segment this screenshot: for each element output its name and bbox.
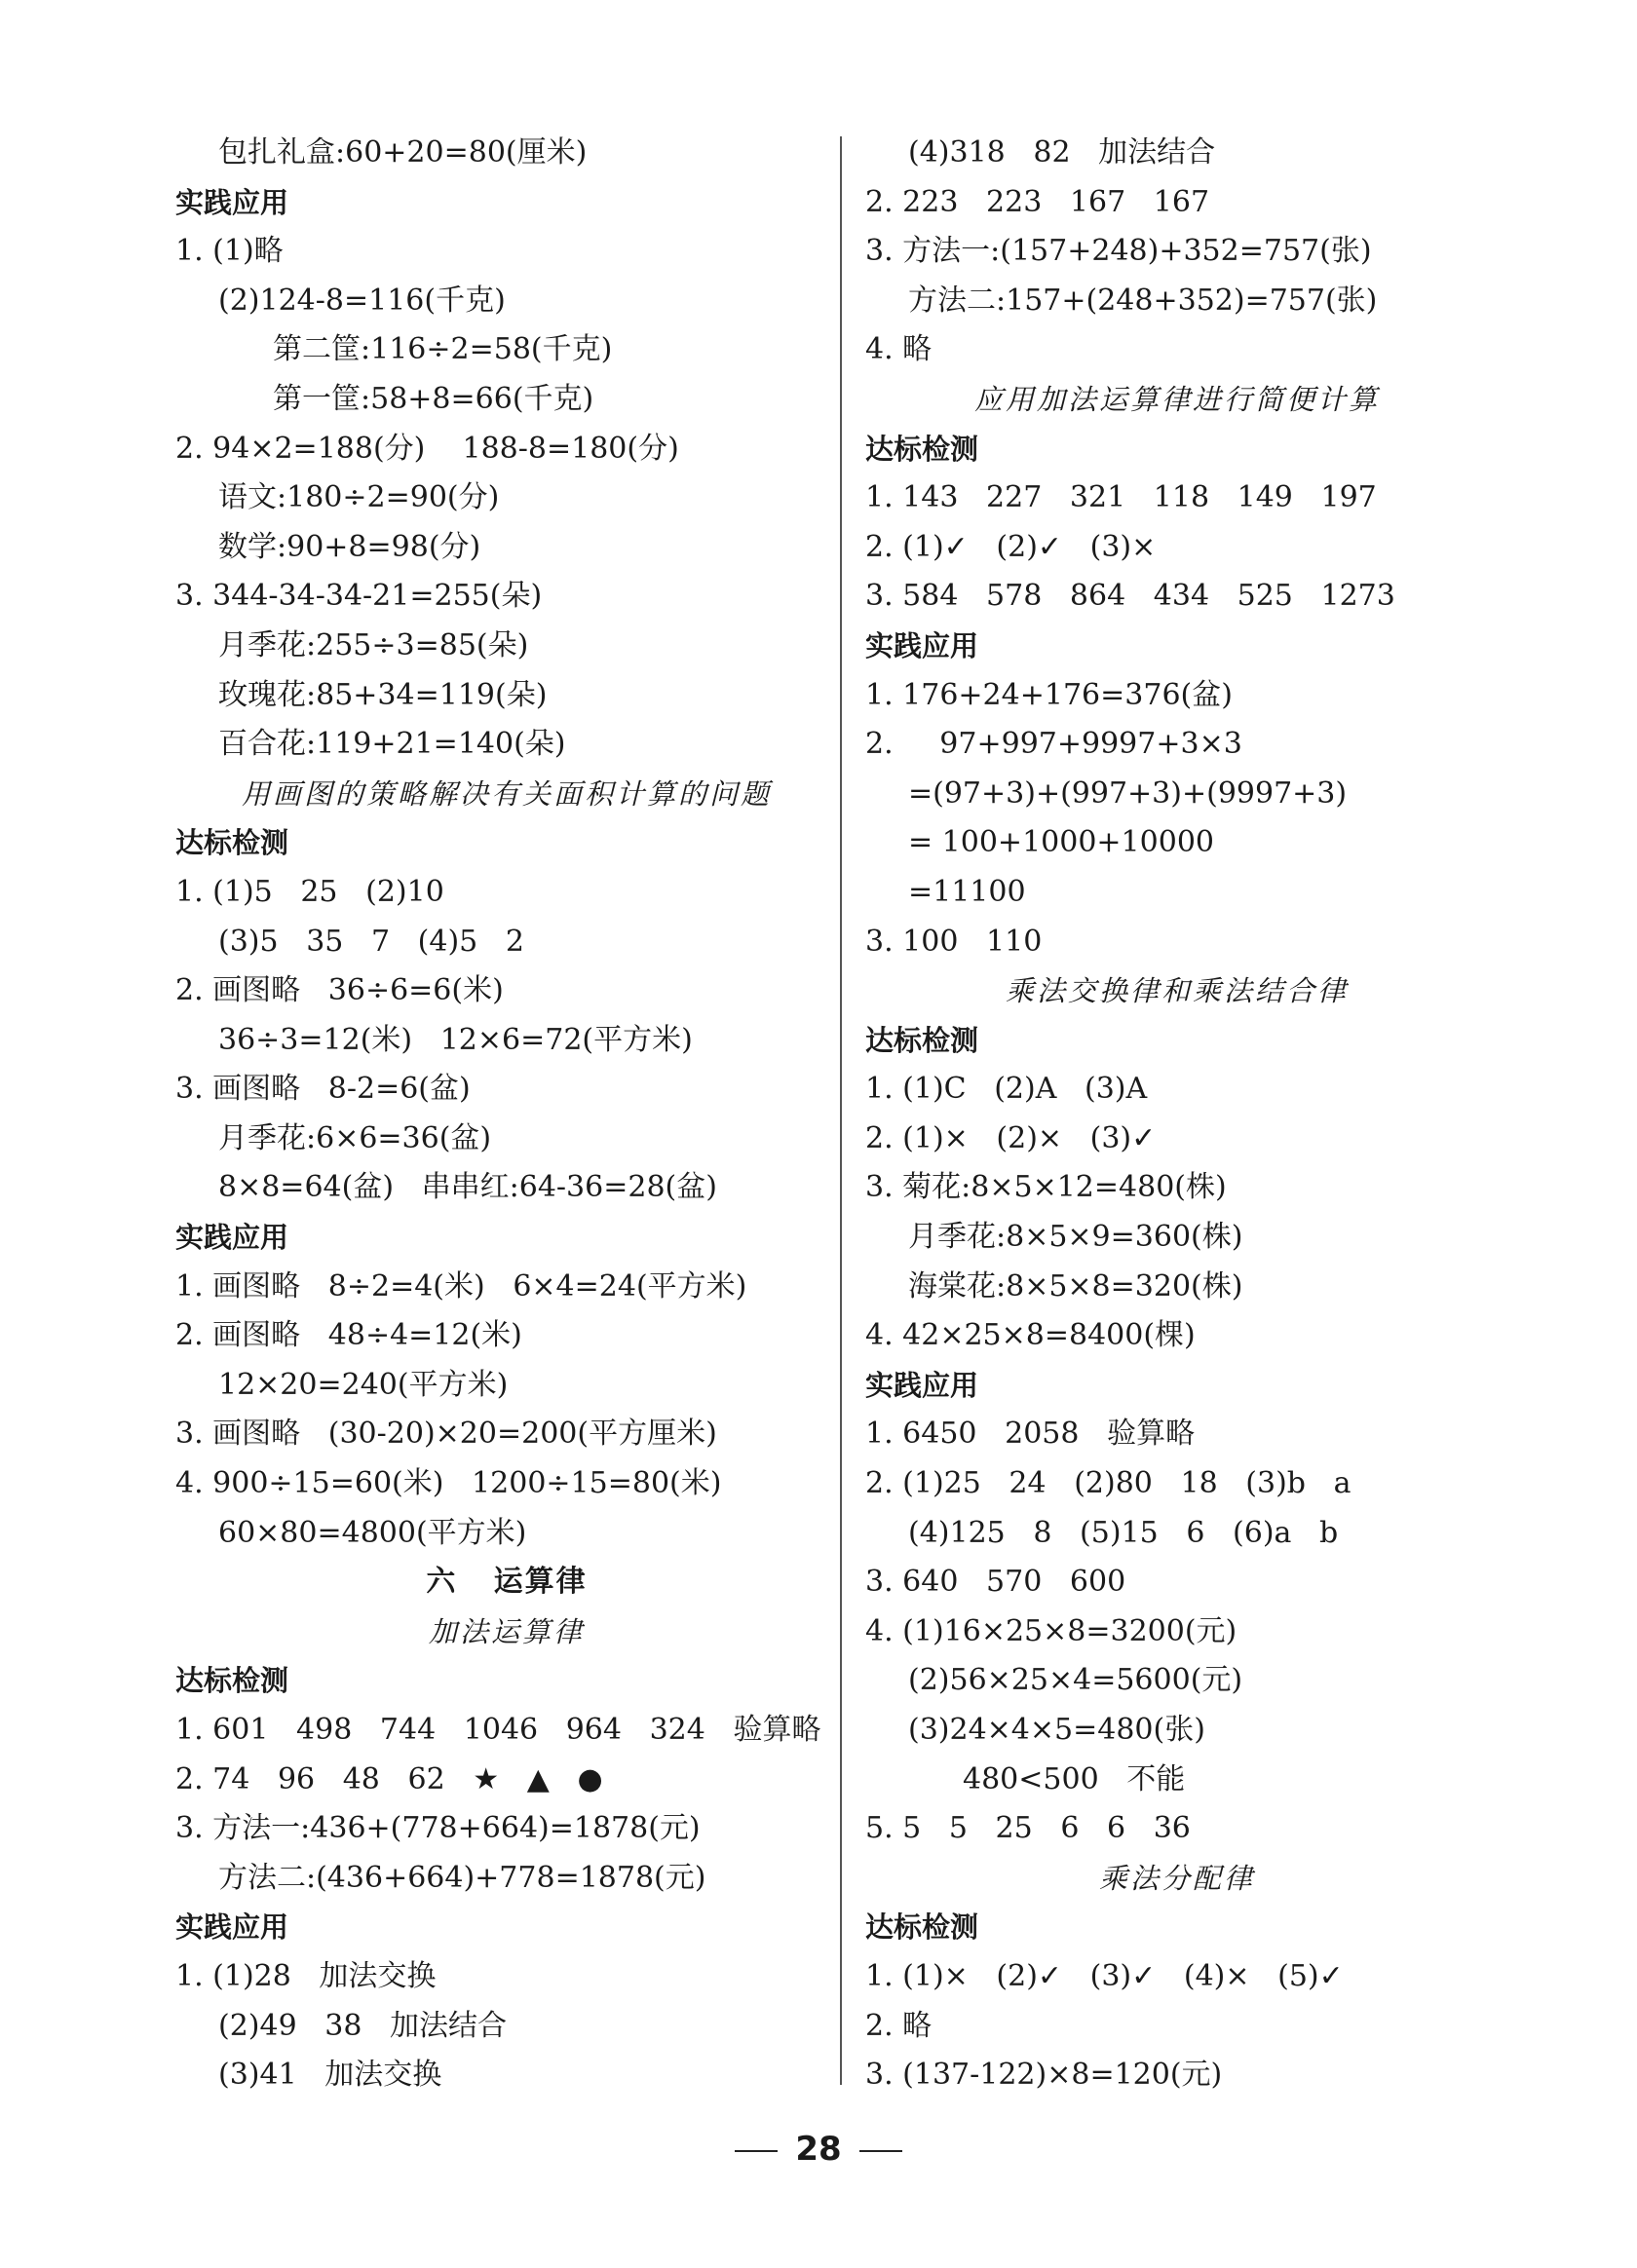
answer-line: 1. (1)略	[175, 234, 284, 269]
answer-line: (3)5 35 7 (4)5 2	[218, 924, 524, 959]
answer-line: 60×80=4800(平方米)	[218, 1515, 527, 1550]
answer-line: (2)49 38 加法结合	[218, 2008, 508, 2043]
answer-line: = 100+1000+10000	[908, 825, 1214, 860]
answer-line: 3. 640 570 600	[865, 1565, 1126, 1600]
answer-line: (4)318 82 加法结合	[908, 135, 1216, 170]
answer-line: 3. (137-122)×8=120(元)	[865, 2058, 1223, 2093]
left-column	[175, 129, 838, 2100]
answer-line: 4. (1)16×25×8=3200(元)	[865, 1613, 1237, 1648]
answer-line: 1. 6450 2058 验算略	[865, 1417, 1196, 1452]
right-column	[865, 129, 1489, 2100]
answer-line: 2. 223 223 167 167	[865, 184, 1210, 219]
answer-line: 1. 176+24+176=376(盆)	[865, 677, 1233, 712]
section-heading: 实践应用	[175, 185, 289, 219]
page-number: 28	[795, 2130, 842, 2169]
answer-line: 2. (1)✓ (2)✓ (3)×	[865, 529, 1157, 564]
topic-title: 乘法分配律	[1098, 1861, 1255, 1895]
answer-line: =11100	[908, 874, 1026, 909]
section-heading: 实践应用	[865, 628, 979, 662]
answer-line: 月季花:6×6=36(盆)	[218, 1120, 492, 1155]
answer-line: 玫瑰花:85+34=119(朵)	[218, 677, 548, 712]
answer-line: 4. 略	[865, 332, 933, 367]
answer-line: 2. (1)× (2)× (3)✓	[865, 1120, 1157, 1155]
answer-line: 5. 5 5 25 6 6 36	[865, 1811, 1191, 1846]
section-heading: 达标检测	[865, 1023, 979, 1057]
topic-title: 加法运算律	[428, 1614, 585, 1648]
answer-line: 3. 方法一:436+(778+664)=1878(元)	[175, 1811, 701, 1846]
answer-line: 3. 画图略 (30-20)×20=200(平方厘米)	[175, 1417, 717, 1452]
answer-line: 包扎礼盒:60+20=80(厘米)	[218, 135, 588, 170]
answer-line: 数学:90+8=98(分)	[218, 529, 481, 564]
answer-line: 第一筐:58+8=66(千克)	[273, 381, 594, 416]
answer-line: 1. 143 227 321 118 149 197	[865, 480, 1377, 515]
answer-line: 百合花:119+21=140(朵)	[218, 727, 566, 762]
answer-line: 8×8=64(盆) 串串红:64-36=28(盆)	[218, 1170, 717, 1205]
section-heading: 达标检测	[865, 1910, 979, 1945]
section-heading: 实践应用	[865, 1368, 979, 1402]
answer-line: 2. 画图略 48÷4=12(米)	[175, 1318, 522, 1353]
answer-line: (3)24×4×5=480(张)	[908, 1713, 1205, 1747]
answer-line: (3)41 加法交换	[218, 2058, 442, 2093]
answer-line: 语文:180÷2=90(分)	[218, 480, 500, 515]
answer-line: 海棠花:8×5×8=320(株)	[908, 1268, 1243, 1304]
answer-line: (2)124-8=116(千克)	[218, 283, 506, 318]
answer-line: 1. (1)5 25 (2)10	[175, 874, 444, 909]
answer-line: 月季花:255÷3=85(朵)	[218, 627, 529, 662]
answer-line: 方法二:(436+664)+778=1878(元)	[218, 1860, 706, 1895]
column-divider	[840, 136, 842, 2085]
answer-line: 1. (1)× (2)✓ (3)✓ (4)× (5)✓	[865, 1958, 1344, 1993]
unit-title: 六 运算律	[426, 1565, 588, 1600]
answer-line: 3. 菊花:8×5×12=480(株)	[865, 1170, 1227, 1205]
answer-line: 2. 略	[865, 2008, 933, 2043]
footer-dash-left	[735, 2150, 778, 2152]
answer-line: 4. 42×25×8=8400(棵)	[865, 1318, 1196, 1353]
answer-line: 2. 画图略 36÷6=6(米)	[175, 973, 504, 1008]
section-heading: 达标检测	[865, 432, 979, 466]
answer-line: 月季花:8×5×9=360(株)	[908, 1220, 1243, 1255]
section-heading: 达标检测	[175, 1664, 289, 1698]
page-footer	[0, 2130, 1637, 2169]
answer-line: 480<500 不能	[963, 1761, 1186, 1796]
topic-title: 乘法交换律和乘法结合律	[1005, 974, 1349, 1008]
answer-line: (2)56×25×4=5600(元)	[908, 1663, 1243, 1698]
answer-line: (4)125 8 (5)15 6 (6)a b	[908, 1515, 1339, 1550]
answer-line: 2. 94×2=188(分) 188-8=180(分)	[175, 431, 679, 466]
section-heading: 实践应用	[175, 1221, 289, 1255]
answer-line: 3. 344-34-34-21=255(朵)	[175, 579, 543, 614]
answer-line: 3. 画图略 8-2=6(盆)	[175, 1072, 471, 1107]
answer-line: 3. 方法一:(157+248)+352=757(张)	[865, 234, 1372, 269]
answer-line: 1. (1)C (2)A (3)A	[865, 1072, 1148, 1107]
section-heading: 实践应用	[175, 1910, 289, 1945]
section-heading: 达标检测	[175, 826, 289, 860]
footer-dash-right	[859, 2150, 902, 2152]
answer-line: 12×20=240(平方米)	[218, 1367, 509, 1402]
answer-line: 2. (1)25 24 (2)80 18 (3)b a	[865, 1466, 1351, 1501]
answer-line: 方法二:157+(248+352)=757(张)	[908, 283, 1378, 318]
answer-line: 1. 画图略 8÷2=4(米) 6×4=24(平方米)	[175, 1268, 747, 1304]
answer-line: =(97+3)+(997+3)+(9997+3)	[908, 775, 1348, 811]
answer-line: 2. 97+997+9997+3×3	[865, 727, 1242, 762]
topic-title: 用画图的策略解决有关面积计算的问题	[241, 776, 772, 811]
answer-line: 3. 100 110	[865, 924, 1043, 959]
answer-line: 1. (1)28 加法交换	[175, 1958, 437, 1993]
answer-line: 36÷3=12(米) 12×6=72(平方米)	[218, 1022, 693, 1057]
topic-title: 应用加法运算律进行简便计算	[973, 382, 1380, 416]
answer-line: 4. 900÷15=60(米) 1200÷15=80(米)	[175, 1466, 722, 1501]
answer-line: 3. 584 578 864 434 525 1273	[865, 579, 1395, 614]
answer-line: 2. 74 96 48 62 ★ ▲ ●	[175, 1761, 603, 1796]
answer-line: 第二筐:116÷2=58(千克)	[273, 332, 613, 367]
answer-line: 1. 601 498 744 1046 964 324 验算略	[175, 1713, 821, 1747]
